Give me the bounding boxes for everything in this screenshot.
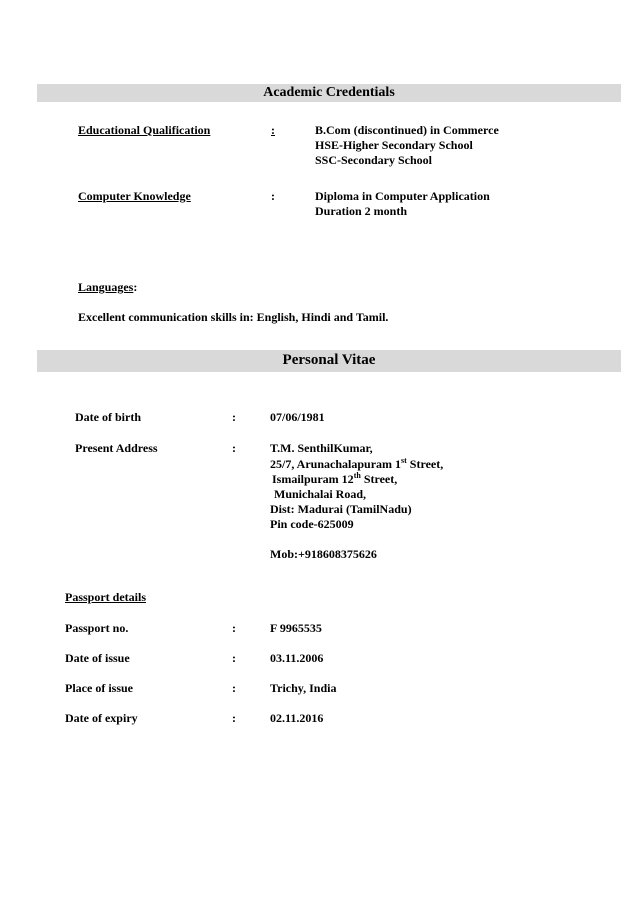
personal-vitae-band [37, 350, 621, 372]
address-line-1-post: Street, [406, 457, 444, 471]
educational-qualification-label: Educational Qualification [78, 123, 211, 137]
dob-label: Date of birth [75, 410, 141, 424]
address-line-5: Pin code-625009 [270, 517, 354, 531]
issue-date-label: Date of issue [65, 651, 130, 665]
academic-credentials-band [37, 84, 621, 102]
address-line-1-pre: 25/7, Arunachalapuram 1 [270, 457, 402, 471]
address-name: T.M. SenthilKumar, [270, 441, 373, 455]
computer-value-2: Duration 2 month [315, 204, 408, 218]
issue-place-colon: : [232, 681, 236, 695]
educational-qualification-colon: : [271, 123, 275, 137]
address-line-4: Dist: Madurai (TamilNadu) [270, 502, 412, 516]
dob-colon: : [232, 410, 236, 424]
expiry-date-colon: : [232, 711, 236, 725]
issue-place-label: Place of issue [65, 681, 133, 695]
passport-no-value: F 9965535 [270, 621, 322, 635]
address-line-2-sup: th [353, 471, 361, 480]
expiry-date-label: Date of expiry [65, 711, 138, 725]
passport-details-heading: Passport details [65, 590, 146, 604]
address-label: Present Address [75, 441, 158, 455]
address-mobile: Mob:+918608375626 [270, 547, 377, 561]
address-line-1 [270, 457, 443, 472]
issue-date-value: 03.11.2006 [270, 651, 324, 665]
education-value-2: HSE-Higher Secondary School [315, 138, 473, 152]
address-colon: : [232, 441, 236, 455]
personal-vitae-heading: Personal Vitae [282, 352, 376, 368]
passport-no-colon: : [232, 621, 236, 635]
issue-date-colon: : [232, 651, 236, 665]
expiry-date-value: 02.11.2016 [270, 711, 324, 725]
address-line-2 [272, 472, 397, 487]
issue-place-value: Trichy, India [270, 681, 337, 695]
address-line-3: Munichalai Road, [274, 487, 367, 501]
academic-credentials-heading: Academic Credentials [263, 85, 395, 100]
languages-label: Languages [78, 280, 134, 294]
passport-no-label: Passport no. [65, 621, 129, 635]
address-line-2-post: Street, [360, 472, 398, 486]
computer-knowledge-colon: : [271, 189, 275, 203]
languages-colon: : [133, 280, 138, 294]
address-line-2-pre: Ismailpuram 12 [272, 472, 354, 486]
computer-knowledge-label: Computer Knowledge [78, 189, 191, 203]
education-value-1: B.Com (discontinued) in Commerce [315, 123, 499, 137]
address-line-1-sup: st [401, 456, 407, 465]
education-value-3: SSC-Secondary School [315, 153, 433, 167]
dob-value: 07/06/1981 [270, 410, 325, 424]
languages-heading [78, 280, 137, 295]
languages-text: Excellent communication skills in: English, Hindi and Tamil. [78, 310, 389, 324]
computer-value-1: Diploma in Computer Application [315, 189, 490, 203]
